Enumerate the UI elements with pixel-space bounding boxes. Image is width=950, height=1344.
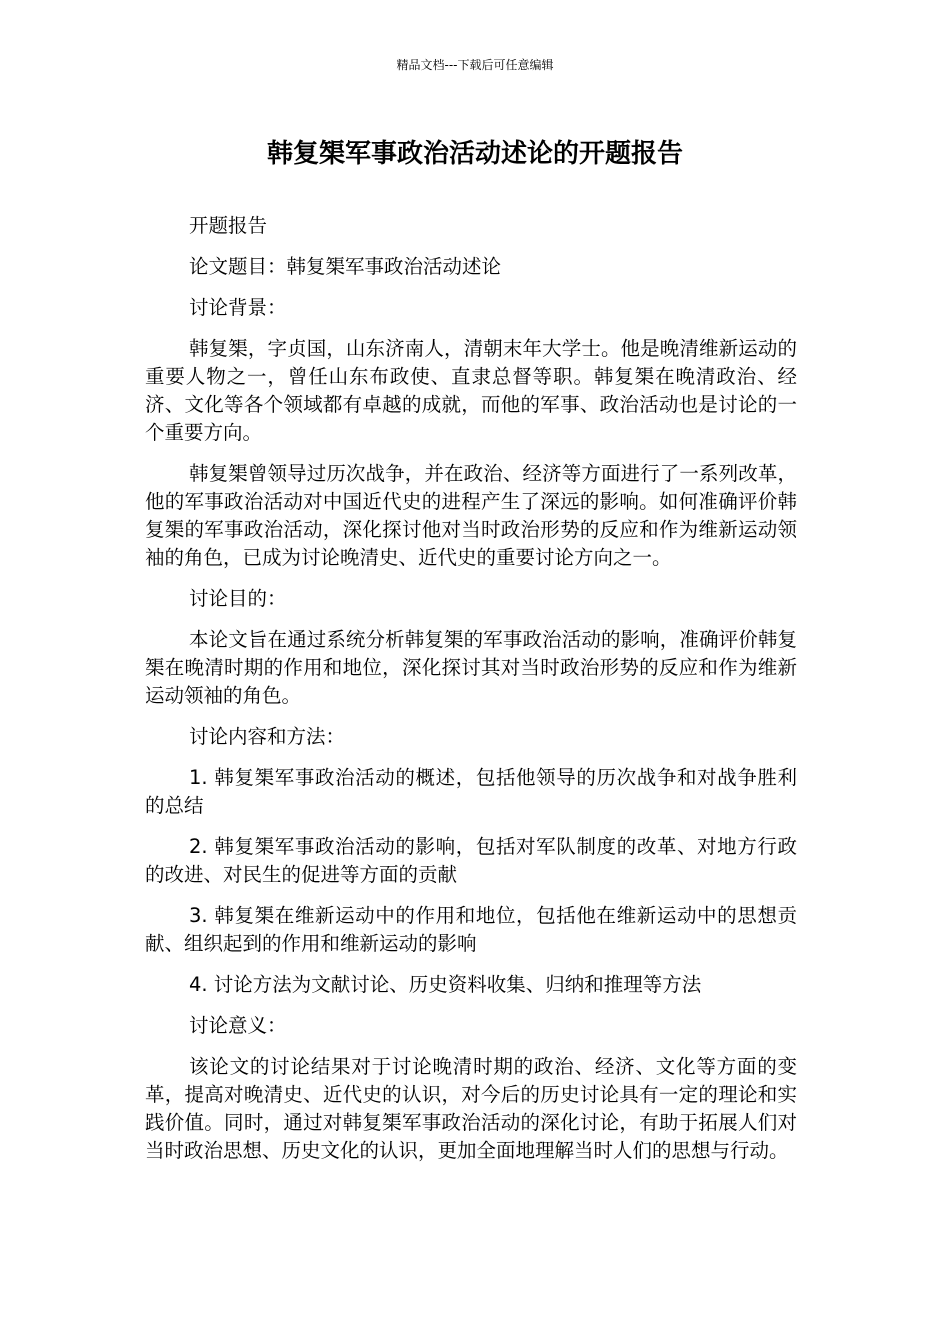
page-header: 精品文档---下载后可任意编辑 [396, 58, 554, 72]
paragraph-background-1: 韩复榘，字贞国，山东济南人，清朝末年大学士。他是晚清维新运动的重要人物之一，曾任山东布政使、直隶总督等职。韩复榘在晚清政治、经济、文化等各个领域都有卓越的成就，而他的军事、政治活动也是讨论的一个重要方向。 [145, 337, 797, 444]
paragraph-background-heading: 讨论背景： [189, 296, 287, 319]
paragraph-purpose: 本论文旨在通过系统分析韩复榘的军事政治活动的影响，准确评价韩复榘在晚清时期的作用和地位，深化探讨其对当时政治形势的反应和作为维新运动领袖的角色。 [145, 628, 797, 707]
paragraph-purpose-heading: 讨论目的： [189, 587, 287, 610]
paragraph-content-method-heading: 讨论内容和方法： [189, 725, 346, 748]
paragraph-item-3: 3. 韩复榘在维新运动中的作用和地位，包括他在维新运动中的思想贡献、组织起到的作用和维新运动的影响 [145, 904, 797, 955]
paragraph-report-label: 开题报告 [189, 214, 268, 237]
document-title: 韩复榘军事政治活动述论的开题报告 [266, 139, 683, 169]
paragraph-thesis-title: 论文题目：韩复榘军事政治活动述论 [189, 255, 502, 278]
paragraph-significance: 该论文的讨论结果对于讨论晚清时期的政治、经济、文化等方面的变革，提高对晚清史、近代史的认识，对今后的历史讨论具有一定的理论和实践价值。同时，通过对韩复榘军事政治活动的深化讨论，有助于拓展人们对当时政治思想、历史文化的认识，更加全面地理解当时人们的思想与行动。 [145, 1055, 797, 1162]
paragraph-significance-heading: 讨论意义： [189, 1014, 287, 1037]
paragraph-item-1: 1. 韩复榘军事政治活动的概述，包括他领导的历次战争和对战争胜利的总结 [145, 766, 797, 817]
document-body [145, 212, 797, 1178]
paragraph-item-2: 2. 韩复榘军事政治活动的影响，包括对军队制度的改革、对地方行政的改进、对民生的促进等方面的贡献 [145, 835, 797, 886]
paragraph-background-2: 韩复榘曾领导过历次战争，并在政治、经济等方面进行了一系列改革，他的军事政治活动对中国近代史的进程产生了深远的影响。如何准确评价韩复榘的军事政治活动，深化探讨他对当时政治形势的反应和作为维新运动领袖的角色，已成为讨论晚清史、近代史的重要讨论方向之一。 [145, 462, 797, 569]
paragraph-item-4: 4. 讨论方法为文献讨论、历史资料收集、归纳和推理等方法 [189, 973, 702, 996]
